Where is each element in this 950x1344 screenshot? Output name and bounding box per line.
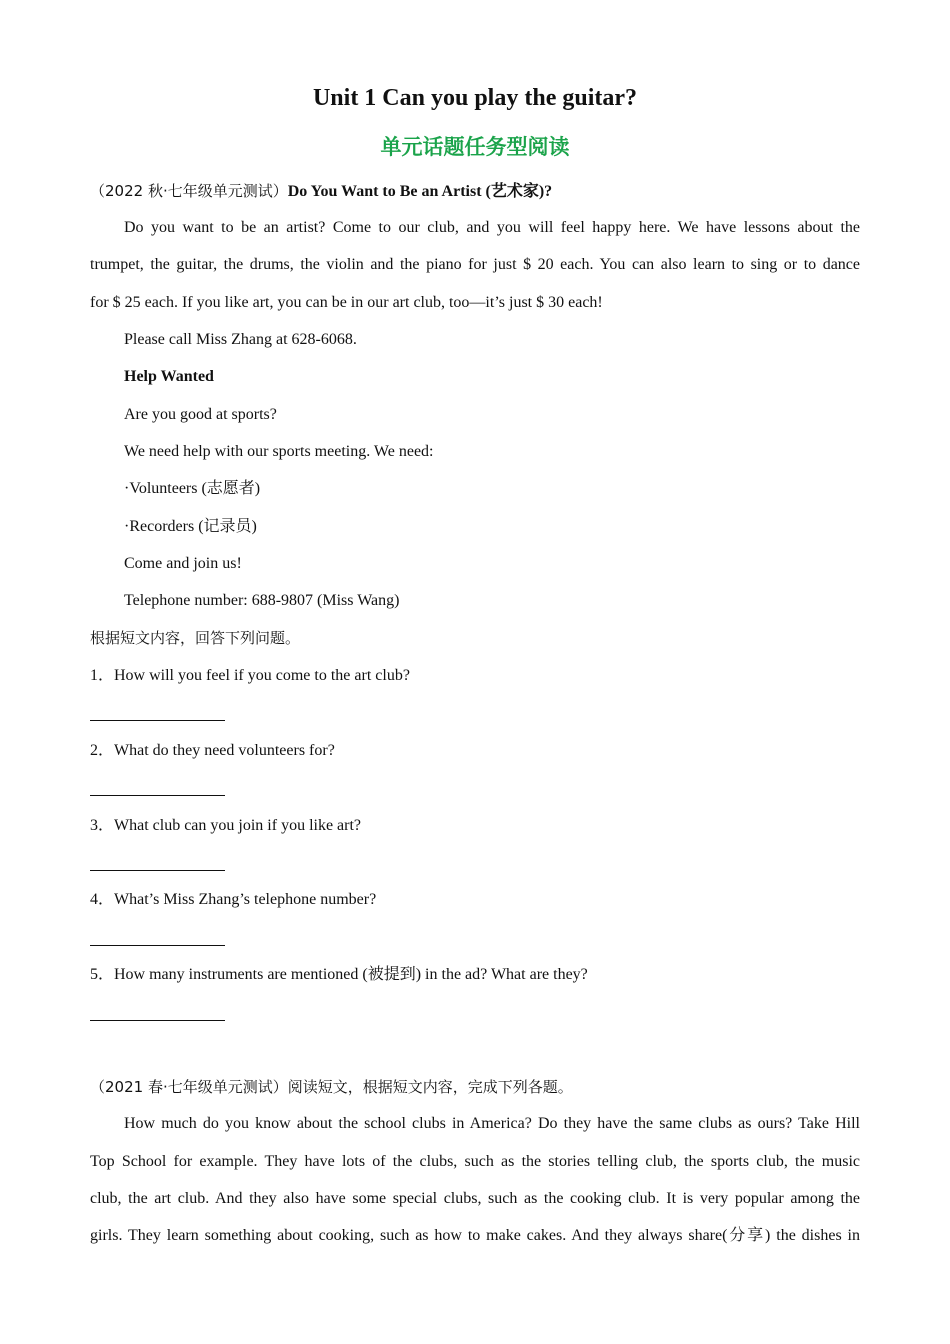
help-wanted-line: Are you good at sports? (124, 406, 277, 423)
help-wanted-line: Come and join us! (124, 555, 242, 572)
question-item: 4．What’s Miss Zhang’s telephone number? (90, 891, 377, 908)
passage1-header (90, 180, 860, 203)
passage2-intro: （2021 春·七年级单元测试）阅读短文，根据短文内容，完成下列各题。 (90, 1078, 573, 1096)
question-instruction: 根据短文内容，回答下列问题。 (90, 629, 301, 647)
help-wanted-line: ·Volunteers (志愿者) (124, 480, 261, 497)
help-wanted-line: Telephone number: 688-9807 (Miss Wang) (124, 592, 400, 609)
page-subtitle: 单元话题任务型阅读 (380, 135, 570, 159)
answer-blank[interactable] (90, 1020, 225, 1021)
help-wanted-line: We need help with our sports meeting. We need: (124, 443, 434, 460)
passage1-text-line: Do you want to be an artist? Come to our club, and you will feel happy here. We have lessons about the (124, 219, 860, 236)
question-item: 5．How many instruments are mentioned (被提到) in the ad? What are they? (90, 966, 588, 983)
passage1-heading: Do You Want to Be an Artist (艺术家)? (287, 183, 553, 200)
passage1-source: （2022 秋·七年级单元测试） (90, 182, 288, 200)
answer-blank[interactable] (90, 945, 225, 946)
passage2-text-line: girls. They learn something about cooking, such as how to make cakes. And they always share(分享) the dishes in (90, 1227, 860, 1244)
question-item: 2．What do they need volunteers for? (90, 742, 335, 759)
question-item: 1．How will you feel if you come to the art club? (90, 667, 410, 684)
help-wanted-heading: Help Wanted (124, 368, 214, 385)
passage2-text-line: Top School for example. They have lots of the clubs, such as the stories telling club, the sports club, the music (90, 1153, 860, 1170)
answer-blank[interactable] (90, 795, 225, 796)
question-item: 3．What club can you join if you like art? (90, 817, 362, 834)
passage2-text-line: club, the art club. And they also have some special clubs, such as the cooking club. It is very popular among the (90, 1190, 860, 1207)
help-wanted-line: ·Recorders (记录员) (124, 518, 257, 535)
answer-blank[interactable] (90, 870, 225, 871)
passage1-text-line: trumpet, the guitar, the drums, the violin and the piano for just $ 20 each. You can also learn to sing or to dance (90, 256, 860, 273)
page-title: Unit 1 Can you play the guitar? (312, 85, 638, 111)
passage2-text-line: How much do you know about the school clubs in America? Do they have the same clubs as ours? Take Hill (124, 1115, 860, 1132)
passage1-text-line: for $ 25 each. If you like art, you can be in our art club, too—it’s just $ 30 each! (90, 294, 603, 311)
passage1-call: Please call Miss Zhang at 628-6068. (124, 331, 357, 348)
answer-blank[interactable] (90, 720, 225, 721)
